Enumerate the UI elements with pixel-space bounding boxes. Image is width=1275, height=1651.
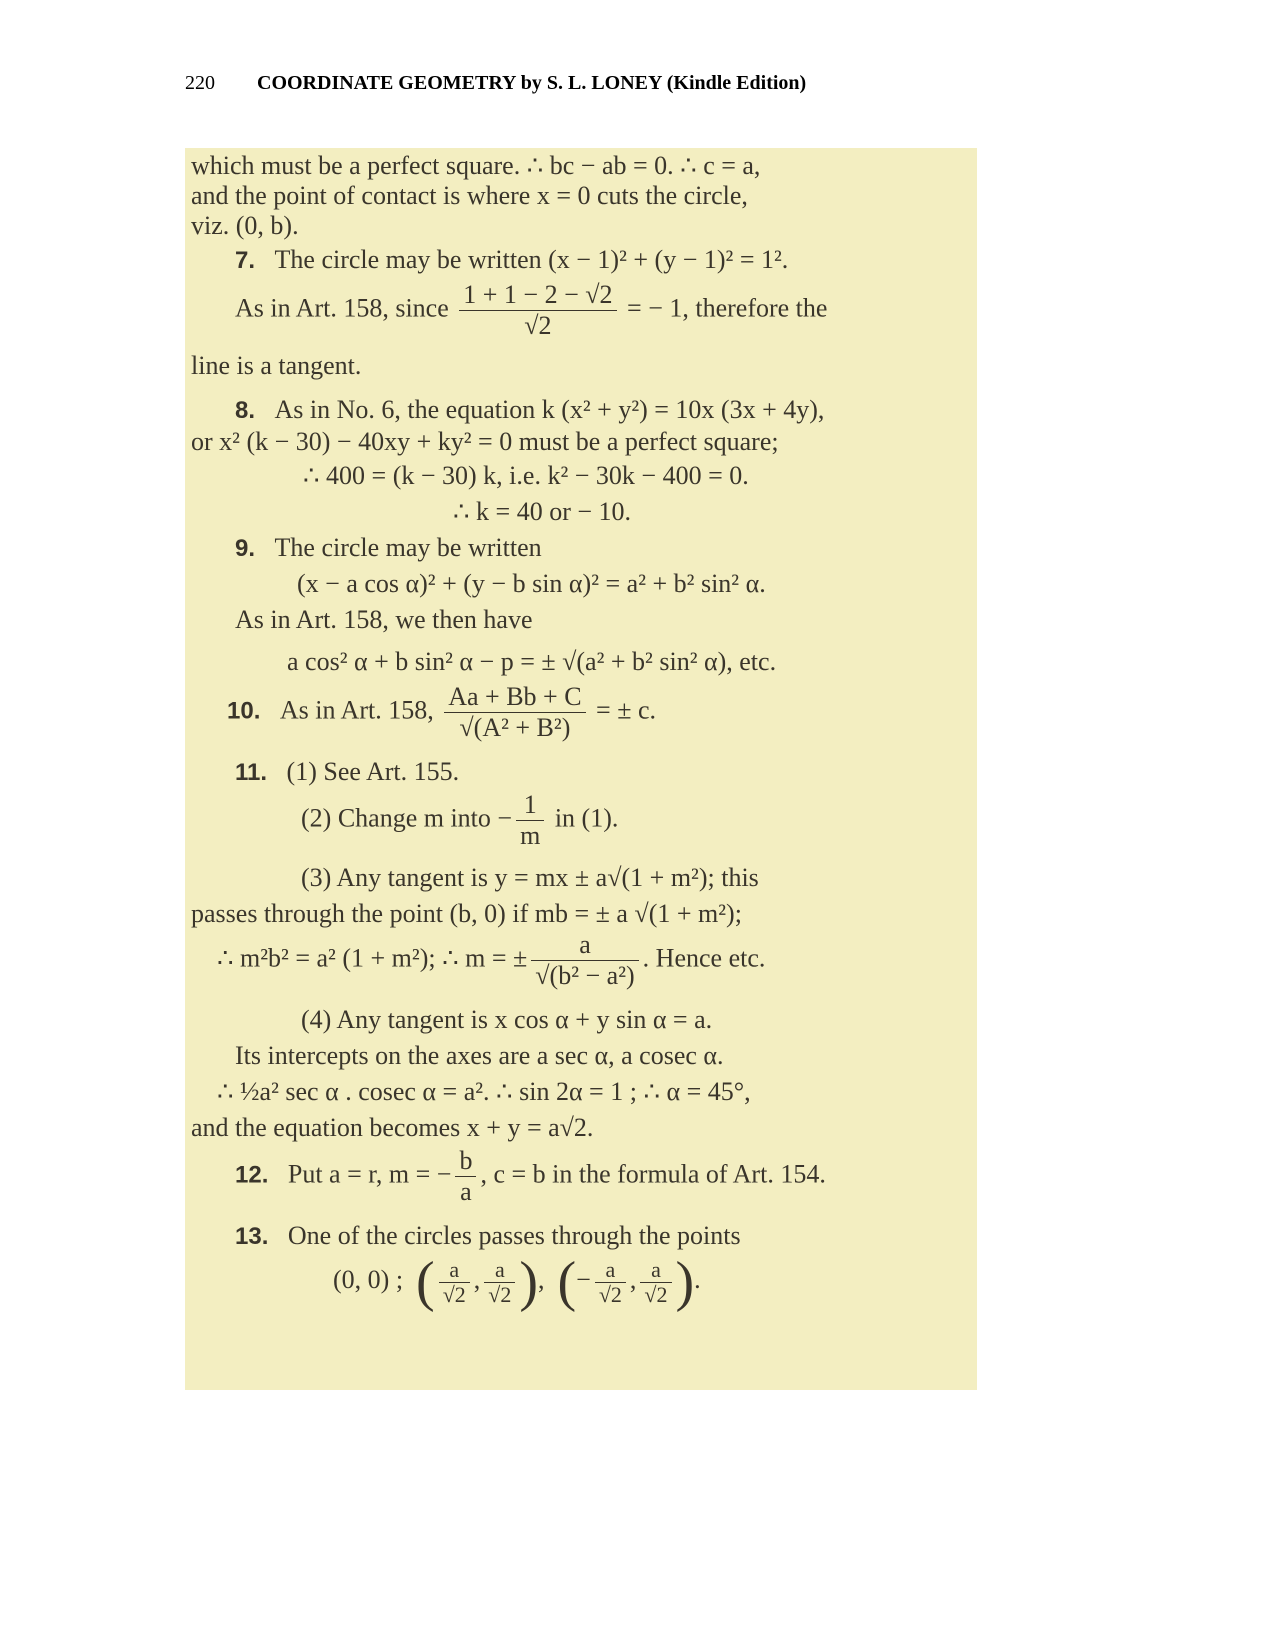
text-line: a cos² α + b sin² α − p = ± √(a² + b² sin² α), etc.: [287, 647, 777, 676]
fraction: [444, 682, 585, 743]
text-line: or x² (k − 30) − 40xy + ky² = 0 must be a perfect square;: [191, 427, 779, 456]
left-paren: (: [557, 1251, 577, 1313]
fraction-denominator: √2: [598, 1281, 622, 1307]
fraction-numerator: 1 + 1 − 2 − √2: [459, 280, 616, 311]
problem-number: 8.: [235, 397, 256, 424]
fraction-denominator: √(b² − a²): [535, 961, 635, 990]
text-line: ∴ ½a² sec α . cosec α = a². ∴ sin 2α = 1 ; ∴ α = 45°,: [217, 1077, 751, 1106]
right-paren: ): [519, 1251, 539, 1313]
page-number: 220: [185, 72, 215, 94]
fraction: [455, 1146, 476, 1207]
text-fragment: , c = b in the formula of Art. 154.: [480, 1159, 826, 1189]
fraction-denominator: √2: [488, 1281, 512, 1307]
problem-13: [235, 1220, 741, 1252]
problem-7: [235, 244, 788, 276]
fraction: [484, 1258, 515, 1307]
scanned-page: [185, 148, 977, 1390]
problem-10: [227, 682, 656, 743]
book-title: COORDINATE GEOMETRY by S. L. LONEY (Kindle Edition): [257, 72, 807, 94]
text-line: (4) Any tangent is x cos α + y sin α = a.: [301, 1005, 713, 1034]
fraction: [439, 1258, 470, 1307]
text-fragment: ∴ m²b² = a² (1 + m²); ∴ m = ±: [217, 943, 528, 973]
problem-text: As in No. 6, the equation k (x² + y²) = 10x (3x + 4y),: [274, 395, 825, 424]
problem-number: 9.: [235, 535, 256, 562]
fraction-denominator: a: [460, 1177, 472, 1206]
text-line: As in Art. 158, we then have: [235, 605, 533, 634]
problem-text: One of the circles passes through the points: [287, 1221, 741, 1250]
right-paren: ): [675, 1251, 695, 1313]
text-line: Its intercepts on the axes are a sec α, a cosec α.: [235, 1041, 724, 1070]
text-line: passes through the point (b, 0) if mb = ± a √(1 + m²);: [191, 899, 742, 928]
fraction-numerator: a: [439, 1258, 470, 1283]
text-fragment: (2) Change m into −: [301, 803, 513, 833]
text-line: and the equation becomes x + y = a√2.: [191, 1113, 594, 1142]
fraction-denominator: √(A² + B²): [459, 713, 571, 742]
text-line: ∴ 400 = (k − 30) k, i.e. k² − 30k − 400 = 0.: [303, 461, 749, 490]
fraction: [516, 790, 544, 851]
problem-12: [235, 1146, 826, 1207]
text-line: [301, 790, 618, 851]
problem-text: (1) See Art. 155.: [286, 757, 460, 786]
fraction: [640, 1258, 671, 1307]
fraction: [459, 280, 616, 341]
problem-text: The circle may be written: [274, 533, 542, 562]
fraction-denominator: √2: [644, 1281, 668, 1307]
text-fragment: in (1).: [554, 803, 619, 833]
text-fragment: . Hence etc.: [642, 943, 766, 973]
problem-number: 12.: [235, 1161, 269, 1189]
text-fragment: = ± c.: [596, 695, 657, 725]
page-header: [185, 72, 806, 95]
fraction: [531, 930, 638, 991]
text-fragment: As in Art. 158, since: [235, 293, 449, 323]
fraction-denominator: m: [520, 821, 541, 850]
text-line: [217, 930, 765, 991]
problem-11: [235, 756, 459, 788]
text-line: (3) Any tangent is y = mx ± a√(1 + m²); this: [301, 863, 759, 892]
fraction-numerator: 1: [516, 790, 544, 821]
text-line: (0, 0) ; ( $\frac{a}{√2}$ , $\frac{a}{√2}$ ), (− $\frac{a}{√2}$ , $\frac{a}{√2}$ ).: [333, 1251, 701, 1313]
fraction-numerator: Aa + Bb + C: [444, 682, 585, 713]
fraction-numerator: a: [484, 1258, 515, 1283]
problem-number: 11.: [235, 759, 268, 786]
text-line: line is a tangent.: [191, 351, 362, 380]
problem-number: 13.: [235, 1223, 269, 1250]
fraction-numerator: a: [531, 930, 638, 961]
fraction: [595, 1258, 626, 1307]
problem-8: [235, 394, 824, 426]
left-paren: (: [416, 1251, 435, 1313]
text-line: ∴ k = 40 or − 10.: [453, 497, 632, 526]
text-fragment: (0, 0) ;: [333, 1264, 404, 1294]
text-line: [235, 280, 827, 341]
text-line: (x − a cos α)² + (y − b sin α)² = a² + b² sin² α.: [297, 569, 766, 598]
fraction-denominator: √2: [442, 1281, 466, 1307]
fraction-denominator: √2: [524, 311, 552, 340]
text-fragment: Put a = r, m = −: [287, 1159, 452, 1189]
problem-text: The circle may be written (x − 1)² + (y − 1)² = 1².: [274, 245, 789, 274]
text-line: which must be a perfect square. ∴ bc − ab = 0. ∴ c = a,: [191, 151, 761, 180]
fraction-numerator: a: [595, 1258, 626, 1283]
problem-number: 7.: [235, 247, 256, 274]
text-line: and the point of contact is where x = 0 cuts the circle,: [191, 181, 748, 210]
fraction-numerator: b: [455, 1146, 476, 1177]
problem-9: [235, 532, 542, 564]
text-line: viz. (0, b).: [191, 211, 299, 240]
fraction-numerator: a: [640, 1258, 671, 1283]
text-fragment: = − 1, therefore the: [627, 293, 828, 323]
text-fragment: As in Art. 158,: [279, 695, 434, 725]
problem-number: 10.: [227, 697, 261, 725]
